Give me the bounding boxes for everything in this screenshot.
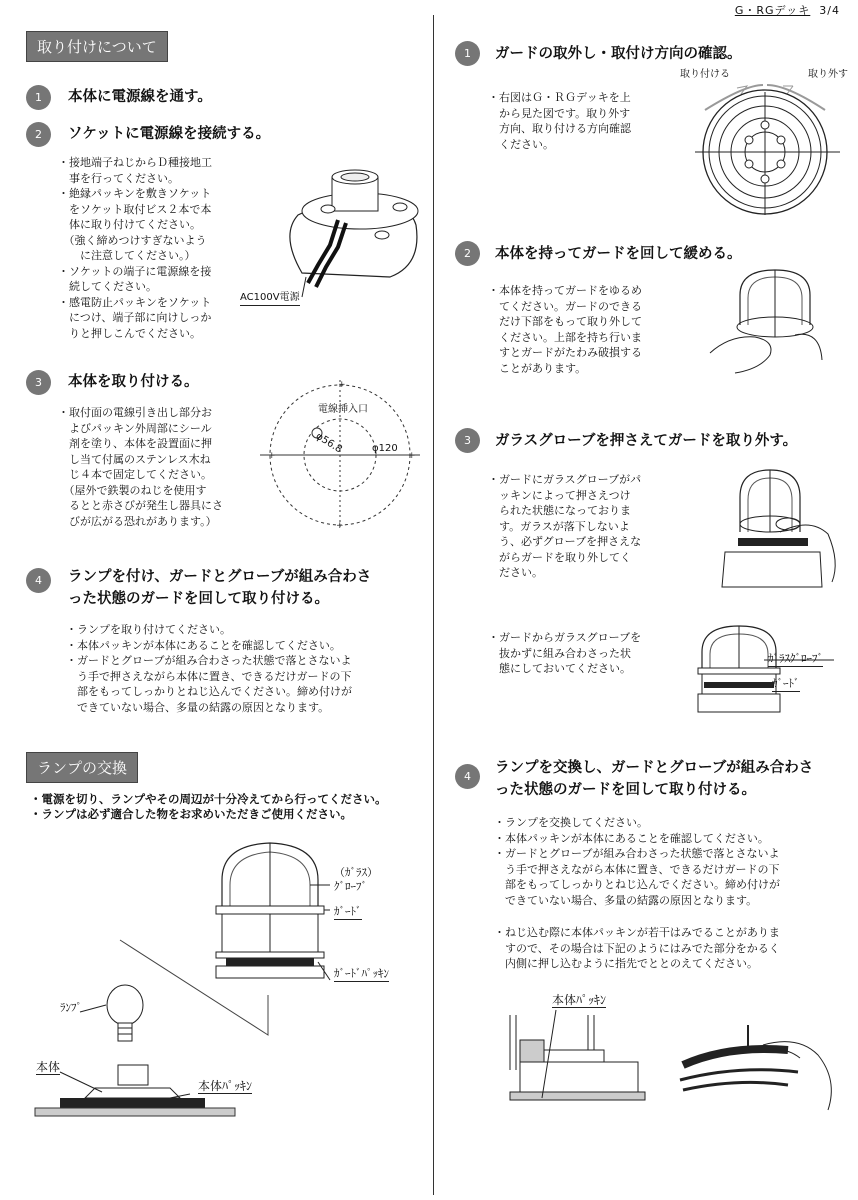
- svg-text:+: +: [268, 451, 276, 461]
- mounting-dimension-drawing: [255, 375, 425, 535]
- step-number-circle: 4: [455, 764, 480, 789]
- step-number-circle: 2: [455, 241, 480, 266]
- svg-text:+: +: [408, 451, 416, 461]
- step-description-secondary: ・ガードからガラスグローブを 抜かずに組み合わさった状 態にしておいてください。: [488, 631, 642, 675]
- step-description: ・ランプを取り付けてください。 ・本体パッキンが本体にあることを確認してください。 ・ガードとグローブが組み合わさった状態で落とさないよ う手で押さえながら本体に置き、できるだけガードの下 部をもってしっかりとねじ込んでください。締め付けが できていない場合、多量の結露の原因となります。: [66, 623, 352, 714]
- remove-direction-label: 取り外す: [808, 69, 848, 80]
- wire-entry-label: 電線挿入口: [318, 404, 368, 415]
- column-divider: [433, 15, 434, 1195]
- diameter-outer-label: φ120: [372, 443, 398, 454]
- step-number-circle: 3: [455, 428, 480, 453]
- body-label: 本体: [36, 1060, 61, 1074]
- svg-text:+: +: [338, 380, 346, 390]
- step-title: ソケットに電源線を接続する。: [68, 126, 271, 142]
- top-view-direction-diagram: [675, 80, 850, 220]
- guard-globe-assembly-illustration: [694, 622, 784, 722]
- diameter-inner-label: φ56.8: [313, 430, 344, 456]
- attach-direction-label: 取り付ける: [680, 69, 730, 80]
- lamp-label: ﾗﾝﾌﾟ: [60, 1001, 82, 1014]
- step-title: 本体を持ってガードを回して緩める。: [495, 246, 742, 262]
- step-number-circle: 3: [26, 370, 51, 395]
- guard-label: ｶﾞｰﾄﾞ: [772, 677, 800, 690]
- step-number-circle: 2: [26, 122, 51, 147]
- step-number-circle: 4: [26, 568, 51, 593]
- step-description: ・ランプを交換してください。 ・本体パッキンが本体にあることを確認してください。 ・ガードとグローブが組み合わさった状態で落とさないよ う手で押さえながら本体に置き、できるだけガードの下 部をもってしっかりとねじ込んでください。締め付けが できていない場合、多量の結露の原因となります。: [494, 816, 780, 907]
- glass-globe-label: ｶﾞﾗｽｸﾞﾛｰﾌﾞ: [768, 652, 823, 665]
- body-packing-label: 本体ﾊﾟｯｷﾝ: [552, 993, 607, 1007]
- guard-packing-label: ｶﾞｰﾄﾞﾊﾟｯｷﾝ: [334, 967, 389, 980]
- installation-section-title: 取り付けについて: [26, 31, 168, 62]
- step-title: ガラスグローブを押さえてガードを取り外す。: [495, 433, 798, 449]
- page-header: [735, 2, 840, 18]
- lamp-exchange-section-title: ランプの交換: [26, 752, 138, 783]
- step-title: ランプを交換し、ガードとグローブが組み合わさ った状態のガードを回して取り付ける。: [495, 760, 814, 798]
- step-description: ・ガードにガラスグローブがパ ッキンによって押さえつけ られた状態になっておりま す。ガラスが落下しないよ う、必ずグローブを押さえな がらガードを取り外してく ださい。: [488, 473, 642, 579]
- step-title: 本体を取り付ける。: [68, 374, 199, 390]
- step-description: ・本体を持ってガードをゆるめ てください。ガードのできる だけ下部をもって取り外して ください。上部を持ち行いま すとガードがたわみ破損する ことがあります。: [488, 284, 642, 375]
- glass-globe-label: （ｶﾞﾗｽ） ｸﾞﾛｰﾌﾞ: [334, 866, 378, 893]
- step-title: ガードの取外し・取付け方向の確認。: [495, 46, 742, 62]
- step-description: ・右図はＧ・ＲＧデッキを上 から見た図です。取り外す 方向、取り付ける方向確認 ください。: [488, 91, 631, 151]
- body-packing-label: 本体ﾊﾟｯｷﾝ: [198, 1079, 253, 1093]
- svg-text:+: +: [336, 521, 344, 531]
- remove-guard-illustration: [710, 462, 850, 592]
- series-name: G・RGデッキ: [734, 4, 811, 17]
- loosen-guard-illustration: [700, 265, 830, 385]
- step-title: 本体に電源線を通す。: [68, 89, 212, 105]
- step-number-circle: 1: [455, 41, 480, 66]
- step-description-secondary: ・ねじ込む際に本体パッキンが若干はみでることがありま すので、その場合は下記のようにはみでた部分をかるく 内側に押し込むように指先でととのえてください。: [494, 926, 780, 970]
- step-description: ・取付面の電線引き出し部分お よびパッキン外周部にシール 剤を塗り、本体を設置面に押 し当て付属のステンレス木ね じ４本で固定してください。 （屋外で鉄製のねじを使用す るとと赤さびが発生し器具にさ びが広がる恐れがあります。）: [58, 406, 223, 528]
- step-description: ・接地端子ねじからＤ種接地工 事を行ってください。 ・絶縁パッキンを敷きソケット をソケット取付ビス２本で本 体に取り付けてください。 （強く締めつけすぎないよう に注意してください。） ・ソケットの端子に電源線を接 続してください。 ・感電防止パッキンをソケット につけ、端子部に向けしっか りと押しこんでください。: [58, 156, 212, 340]
- lamp-exchange-notes: ・電源を切り、ランプやその周辺が十分冷えてから行ってください。 ・ランプは必ず適合した物をお求めいただきご使用ください。: [30, 792, 387, 821]
- step-number-circle: 1: [26, 85, 51, 110]
- packing-adjust-illustration: [508, 1010, 848, 1120]
- page-number: 3/4: [819, 4, 840, 17]
- step-title: ランプを付け、ガードとグローブが組み合わさ った状態のガードを回して取り付ける。: [68, 569, 372, 607]
- guard-label: ｶﾞｰﾄﾞ: [334, 905, 362, 918]
- power-label: AC100V電源: [240, 291, 300, 306]
